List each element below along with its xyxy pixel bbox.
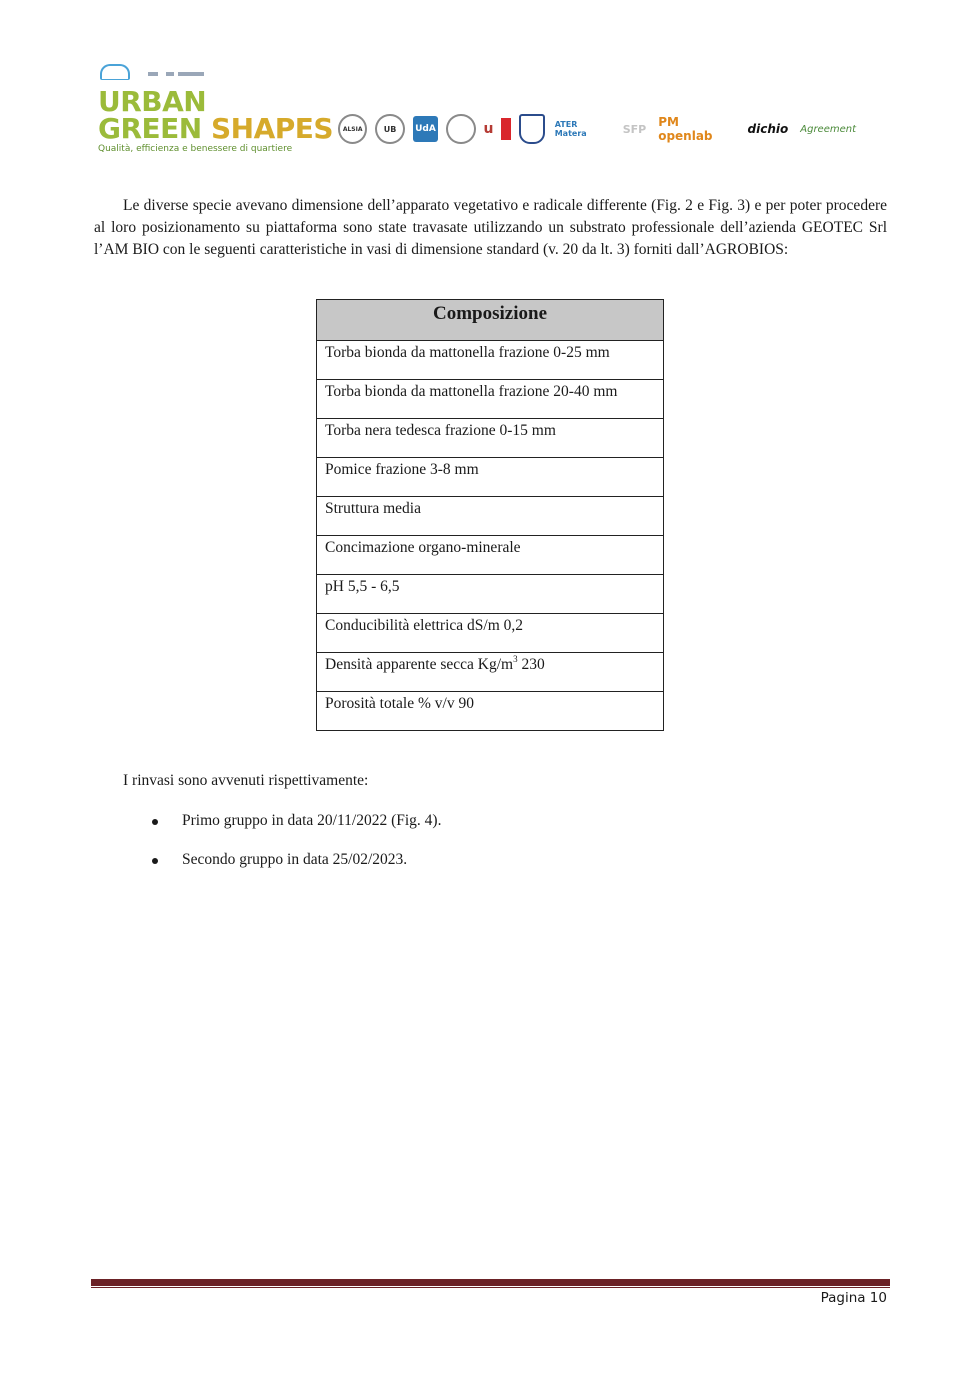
footer-rule [91,1279,890,1286]
matera-crest-icon [519,114,544,144]
table-cell: Torba nera tedesca frazione 0-15 mm [317,419,664,458]
table-row [317,341,664,380]
eu-text-mark [178,72,204,76]
unibas-logo-icon: u [483,121,494,137]
page-number: Pagina 10 [820,1290,887,1306]
table-header: Composizione [317,300,664,341]
eu-mark-icon [148,72,158,76]
repotting-intro: I rinvasi sono avvenuti rispettivamente: [123,772,369,789]
list-item [151,851,441,890]
program-logo-icon [100,64,130,80]
table-row [317,497,664,536]
uda-logo-icon: UdA [413,116,438,142]
partner-logos [338,114,858,144]
intro-paragraph: Le diverse specie avevano dimensione dell’apparato vegetativo e radicale differente (Fig. 2 e Fig. 3) e per poter procedere al loro posizionamento su piattaforma sono state travasate utilizzando un substrato professionale dell’azienda GEOTEC Srl l’AM BIO con le seguenti caratteristiche in vasi di dimensione standard (v. 20 da lt. 3) forniti dall’AGROBIOS: [94,197,887,258]
brand-line-2 [98,112,334,145]
table-row [317,614,664,653]
ub-logo-icon: UB [375,114,404,144]
table-row [317,419,664,458]
page-header [98,62,858,157]
sfp-logo: SFP [622,122,647,136]
table-row [317,536,664,575]
density-value: 230 [517,656,545,673]
list-item [151,812,441,851]
table-row [317,575,664,614]
list-item-text: Secondo gruppo in data 25/02/2023. [182,851,408,868]
brand-tagline: Qualità, efficienza e benessere di quartiere [98,144,293,154]
brand-green-word: GREEN [98,112,211,145]
bullet-icon [152,819,158,825]
urban-green-shapes-logo [98,85,334,154]
footer-rule-thin [91,1287,890,1288]
bullet-icon [152,858,158,864]
table-cell: Concimazione organo-minerale [317,536,664,575]
table-cell-density [317,653,664,692]
table-cell: Torba bionda da mattonella frazione 0-25 mm [317,341,664,380]
table-cell: Pomice frazione 3-8 mm [317,458,664,497]
dichio-logo: dichio [747,122,789,136]
table-row [317,653,664,692]
table-cell: Struttura media [317,497,664,536]
flag-logo-icon [501,118,511,140]
table-cell: Porosità totale % v/v 90 [317,692,664,731]
table-header-row [317,300,664,341]
table-row [317,380,664,419]
table-cell: pH 5,5 - 6,5 [317,575,664,614]
pm-openlab-logo: PM openlab [658,115,713,143]
seal-logo-icon [446,114,475,144]
eu-flag-icon [166,72,174,76]
ater-matera-logo: ATER Matera [554,120,587,138]
density-superscript: 3 [513,653,518,664]
table-row [317,458,664,497]
repotting-list [151,812,441,890]
brand-line-1: URBAN [98,85,207,118]
brand-shapes-word: SHAPES [210,112,334,145]
table-row [317,692,664,731]
alsia-logo-icon: ALSIA [338,114,367,144]
composition-table [316,299,664,731]
list-item-text: Primo gruppo in data 20/11/2022 (Fig. 4). [182,812,442,829]
table-cell: Torba bionda da mattonella frazione 20-40 mm [317,380,664,419]
agreement-logo: Agreement [800,123,857,135]
density-label: Densità apparente secca Kg/m [325,656,514,673]
table-cell: Conducibilità elettrica dS/m 0,2 [317,614,664,653]
